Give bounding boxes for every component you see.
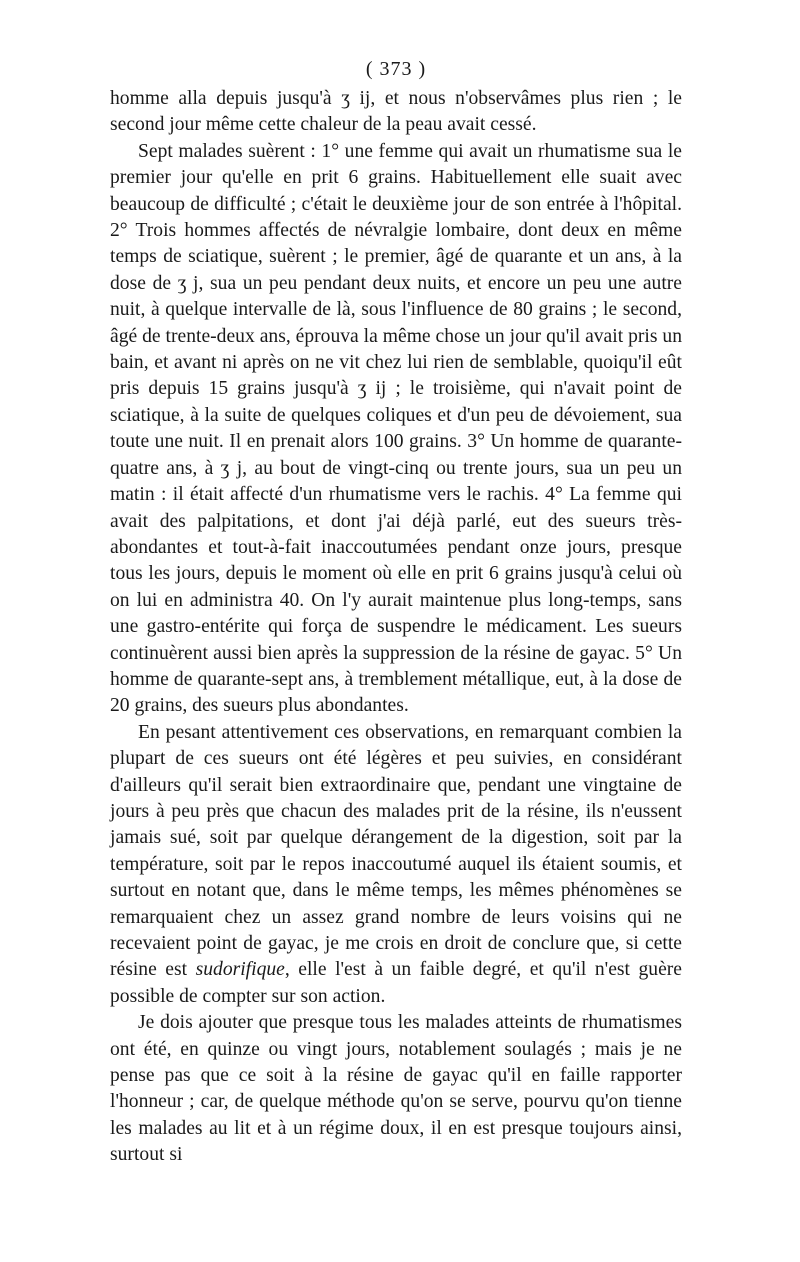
paragraph-text: Sept malades suèrent : 1° une femme qui avait un rhumatisme sua le premier jour qu'elle en prit 6 grains. Habituellement elle suait avec beaucoup de difficulté ; c'était le deuxième jour de son entrée à l'hôpital. 2° Trois hommes affectés de névralgie lombaire, dont deux en même temps de sciatique, suèrent ; le premier, âgé de quarante et un ans, à la dose de ʒ j, sua un peu pendant deux nuits, et encore un peu une autre nuit, à quelque intervalle de là, sous l'influence de 80 grains ; le second, âgé de trente-deux ans, éprouva la même chose un jour qu'il avait pris un bain, et avant ni après on ne vit chez lui rien de semblable, quoiqu'il eût pris depuis 15 grains jusqu'à ʒ ij ; le troisième, qui n'avait point de sciatique, à la suite de quelques coliques et d'un peu de dévoiement, sua toute une nuit. Il en prenait alors 100 grains. 3° Un homme de quarante-quatre ans, à ʒ j, au bout de vingt-cinq ou trente jours, sua un peu un matin : il était affecté d'un rhumatisme vers le rachis. 4° La femme qui avait des palpitations, et dont j'ai déjà parlé, eut des sueurs très-abondantes et tout-à-fait inaccoutumées pendant onze jours, presque tous les jours, depuis le moment où elle en prit 6 grains jusqu'à celui où on lui en administra 40. On l'y aurait maintenue plus long-temps, sans une gastro-entérite qui força de suspendre le médicament. Les sueurs continuèrent aussi bien après la suppression de la résine de gayac. 5° Un homme de quarante-sept ans, à tremblement métallique, eut, à la dose de 20 grains, des sueurs plus abondantes. <box>110 140 682 717</box>
paragraph-text: homme alla depuis jusqu'à ʒ ij, et nous n'observâmes plus rien ; le second jour même cette chaleur de la peau avait cessé. <box>110 88 682 136</box>
paragraph-2 <box>110 139 682 720</box>
paragraph-text: , elle l'est à un faible degré, et qu'il n'est guère possible de compter sur son action. <box>110 959 682 1007</box>
paragraph-text: Je dois ajouter que presque tous les malades atteints de rhumatismes ont été, en quinze ou vingt jours, notablement soulagés ; mais je ne pense pas que ce soit à la résine de gayac qu'il en faille rapporter l'honneur ; car, de quelque méthode qu'on se serve, pourvu qu'on tienne les malades au lit et à un régime doux, il en est presque toujours ainsi, surtout si <box>110 1012 682 1166</box>
paragraph-1 <box>110 86 682 139</box>
paragraph-4 <box>110 1010 682 1168</box>
book-page <box>110 56 682 1169</box>
italic-term: sudorifique <box>195 959 285 981</box>
paragraph-3 <box>110 720 682 1010</box>
page-number: ( 373 ) <box>365 58 427 80</box>
paragraph-text: En pesant attentivement ces observations, en remarquant combien la plupart de ces sueurs ont été légères et peu suivies, en considérant d'ailleurs qu'il serait bien extraordinaire que, pendant une vingtaine de jours à peu près que chacun des malades prit de la résine, ils n'eussent jamais sué, soit par quelque dérangement de la digestion, soit par la température, soit par le repos inaccoutumé auquel ils étaient soumis, et surtout en notant que, dans le même temps, les mêmes phénomènes se remarquaient chez un assez grand nombre de leurs voisins qui ne recevaient point de gayac, je me crois en droit de conclure que, si cette résine est <box>110 721 682 981</box>
